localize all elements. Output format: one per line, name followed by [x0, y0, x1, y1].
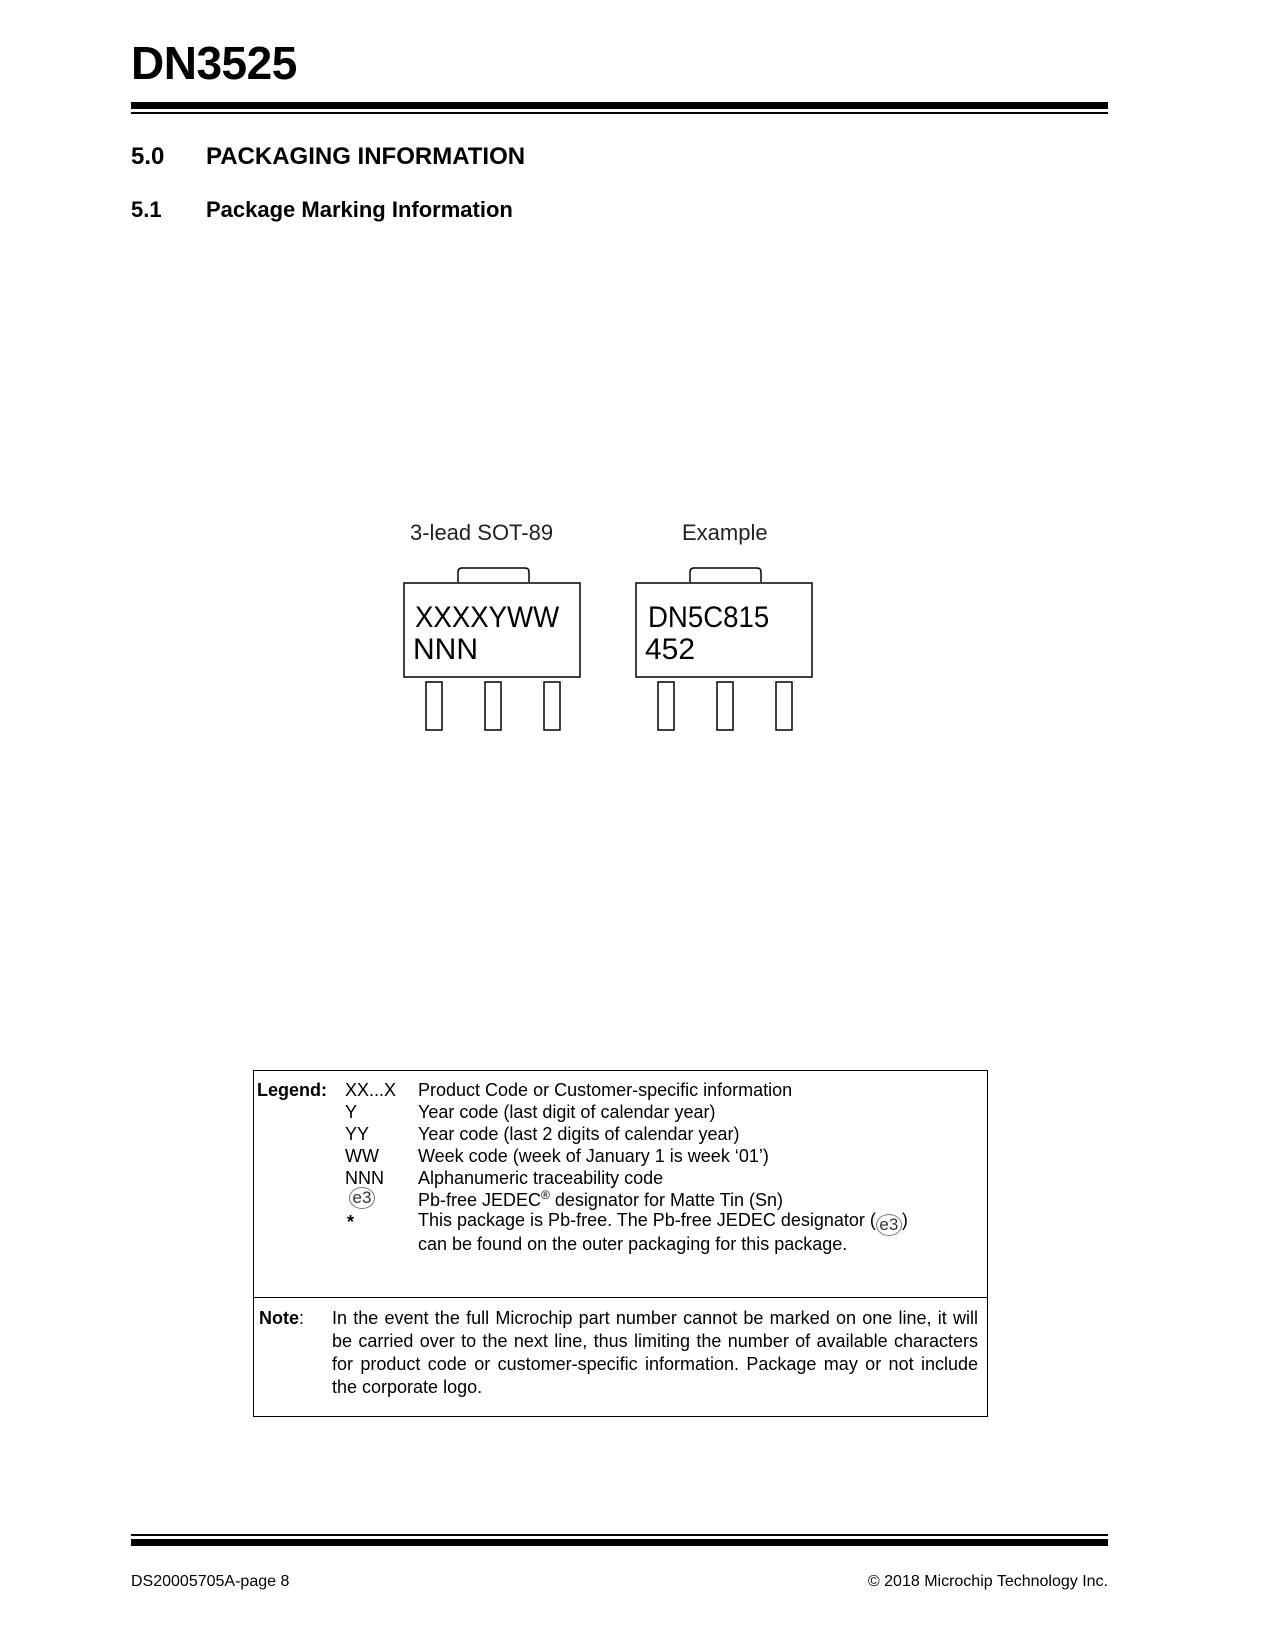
page-title: DN3525: [131, 37, 297, 89]
legend-code: YY: [345, 1124, 370, 1144]
legend-code: XX...X: [345, 1080, 397, 1100]
legend-note-box: [253, 1070, 988, 1417]
tab: [690, 568, 761, 582]
template-package-caption: 3-lead SOT-89: [410, 520, 554, 545]
template-marking-line-1: XXXXYWW: [415, 601, 560, 634]
lead-2: [485, 682, 501, 730]
legend-desc-star: [418, 1211, 908, 1236]
lead-1: [426, 682, 442, 730]
e3-icon: e3: [349, 1187, 375, 1209]
footer-copyright: © 2018 Microchip Technology Inc.: [867, 1573, 1108, 1590]
legend-note-divider: [254, 1297, 987, 1298]
example-marking-line-2: 452: [645, 633, 696, 666]
legend-desc-star-line2: can be found on the outer packaging for this package.: [418, 1234, 848, 1254]
lead-3: [544, 682, 560, 730]
tab: [458, 568, 529, 582]
lead-1: [658, 682, 674, 730]
star-text-post: ): [901, 1210, 908, 1230]
legend-desc: Year code (last digit of calendar year): [418, 1102, 716, 1122]
example-package-caption: Example: [682, 520, 768, 545]
footer-doc-id: DS20005705A-page 8: [131, 1573, 290, 1590]
section-title: PACKAGING INFORMATION: [206, 143, 526, 170]
jedec-text-pre: Pb-free JEDEC: [418, 1190, 542, 1210]
legend-code-star: *: [347, 1212, 355, 1232]
note-label: [259, 1309, 304, 1327]
footer-rule-thick: [131, 1539, 1108, 1546]
note-label-colon: :: [299, 1308, 305, 1328]
lead-3: [776, 682, 792, 730]
note-text: In the event the full Microchip part number cannot be marked on one line, it will be carried over to the next line, thus limiting the number of available characters for product code or customer-specific information. Package may or not include the corporate logo.: [332, 1308, 978, 1397]
template-marking-line-2: NNN: [413, 633, 478, 666]
legend-desc: Alphanumeric traceability code: [418, 1168, 664, 1188]
legend-label: Legend:: [257, 1080, 327, 1100]
section-number: 5.1: [131, 197, 162, 222]
example-marking-line-1: DN5C815: [648, 601, 770, 634]
section-number: 5.0: [131, 143, 165, 170]
section-title: Package Marking Information: [206, 197, 513, 222]
package-marking-diagram: [0, 0, 1275, 760]
e3-icon: e3: [876, 1214, 902, 1236]
registered-mark: ®: [541, 1188, 550, 1202]
note-label-text: Note: [259, 1308, 299, 1328]
legend-desc: Product Code or Customer-specific information: [418, 1080, 793, 1100]
lead-2: [717, 682, 733, 730]
legend-desc-jedec: [418, 1189, 783, 1209]
legend-desc: Week code (week of January 1 is week ‘01’): [418, 1146, 769, 1166]
legend-desc: Year code (last 2 digits of calendar year): [418, 1124, 740, 1144]
legend-code: WW: [345, 1146, 379, 1166]
e3-symbol: [349, 1187, 375, 1209]
legend-code: Y: [345, 1102, 358, 1122]
legend-code: NNN: [345, 1168, 384, 1188]
star-text-pre: This package is Pb-free. The Pb-free JEDEC designator (: [418, 1210, 876, 1230]
jedec-text-post: designator for Matte Tin (Sn): [549, 1190, 783, 1210]
footer-rule-thin: [131, 1534, 1108, 1536]
